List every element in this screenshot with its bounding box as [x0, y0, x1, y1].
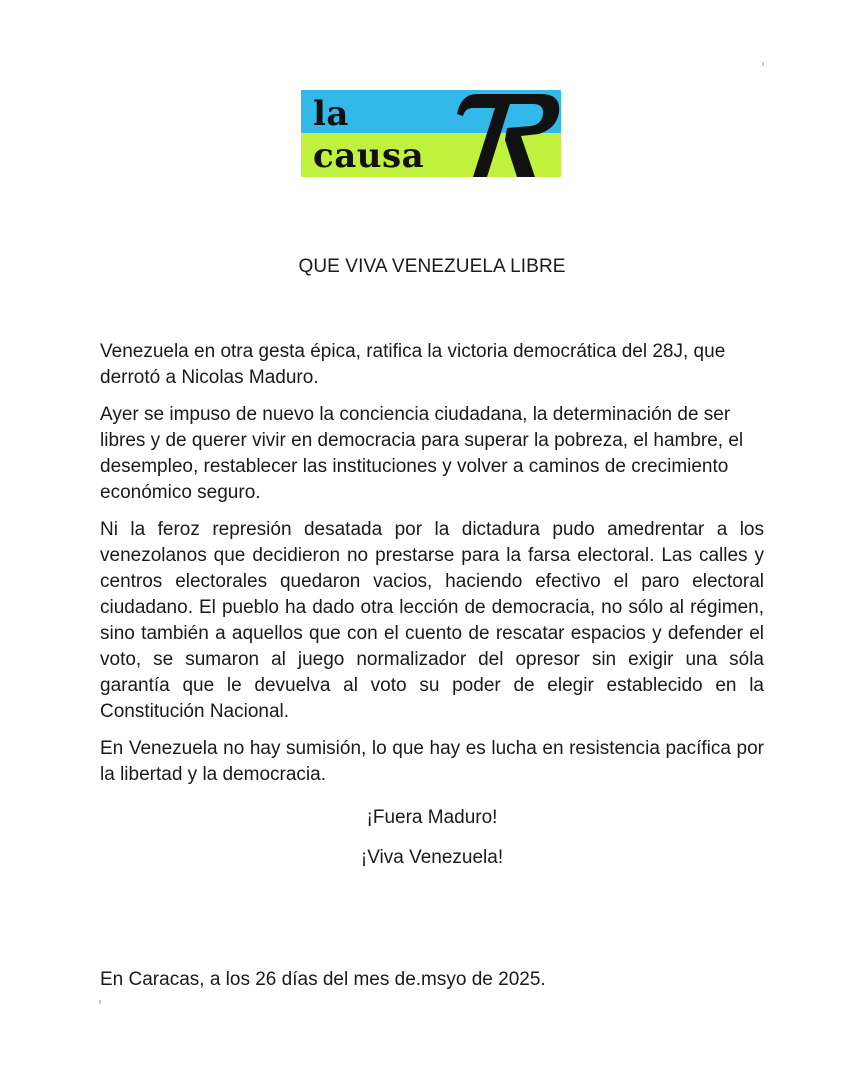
causa-r-mark-icon	[443, 90, 561, 177]
logo-word-la: la	[313, 94, 349, 134]
scan-speck	[99, 1000, 101, 1004]
signoff-date-line: En Caracas, a los 26 días del mes de.msyo de 2025.	[100, 969, 546, 990]
la-causa-r-logo	[301, 90, 561, 177]
scan-speck	[762, 62, 764, 66]
paragraph-3: Ni la feroz represión desatada por la dictadura pudo amedrentar a los venezolanos que decidieron no prestarse para la farsa electoral. Las calles y centros electorales quedaron vacios, haciendo efectivo el paro electoral ciudadano. El pueblo ha dado otra lección de democracia, no sólo al régimen, sino también a aquellos que con el cuento de rescatar espacios y defender el voto, se sumaron al juego normalizador del opresor sin exigir una sóla garantía que le devuelva al voto su poder de elegir establecido en la Constitución Nacional.	[100, 519, 764, 722]
paragraph-2: Ayer se impuso de nuevo la conciencia ciudadana, la determinación de ser libres y de querer vivir en democracia para superar la pobreza, el hambre, el desempleo, restablecer las instituciones y volver a caminos de crecimiento económico seguro.	[100, 404, 744, 503]
logo-word-causa: causa	[313, 136, 425, 176]
paragraph-4: En Venezuela no hay sumisión, lo que hay es lucha en resistencia pacífica por la libertad y la democracia.	[100, 738, 764, 785]
document-body	[100, 339, 764, 871]
slogan-fuera-maduro: ¡Fuera Maduro!	[366, 807, 498, 828]
document-title: QUE VIVA VENEZUELA LIBRE	[298, 256, 566, 277]
paragraph-1: Venezuela en otra gesta épica, ratifica la victoria democrática del 28J, que derrotó a Nicolas Maduro.	[100, 341, 726, 388]
slogan-viva-venezuela: ¡Viva Venezuela!	[360, 847, 504, 868]
